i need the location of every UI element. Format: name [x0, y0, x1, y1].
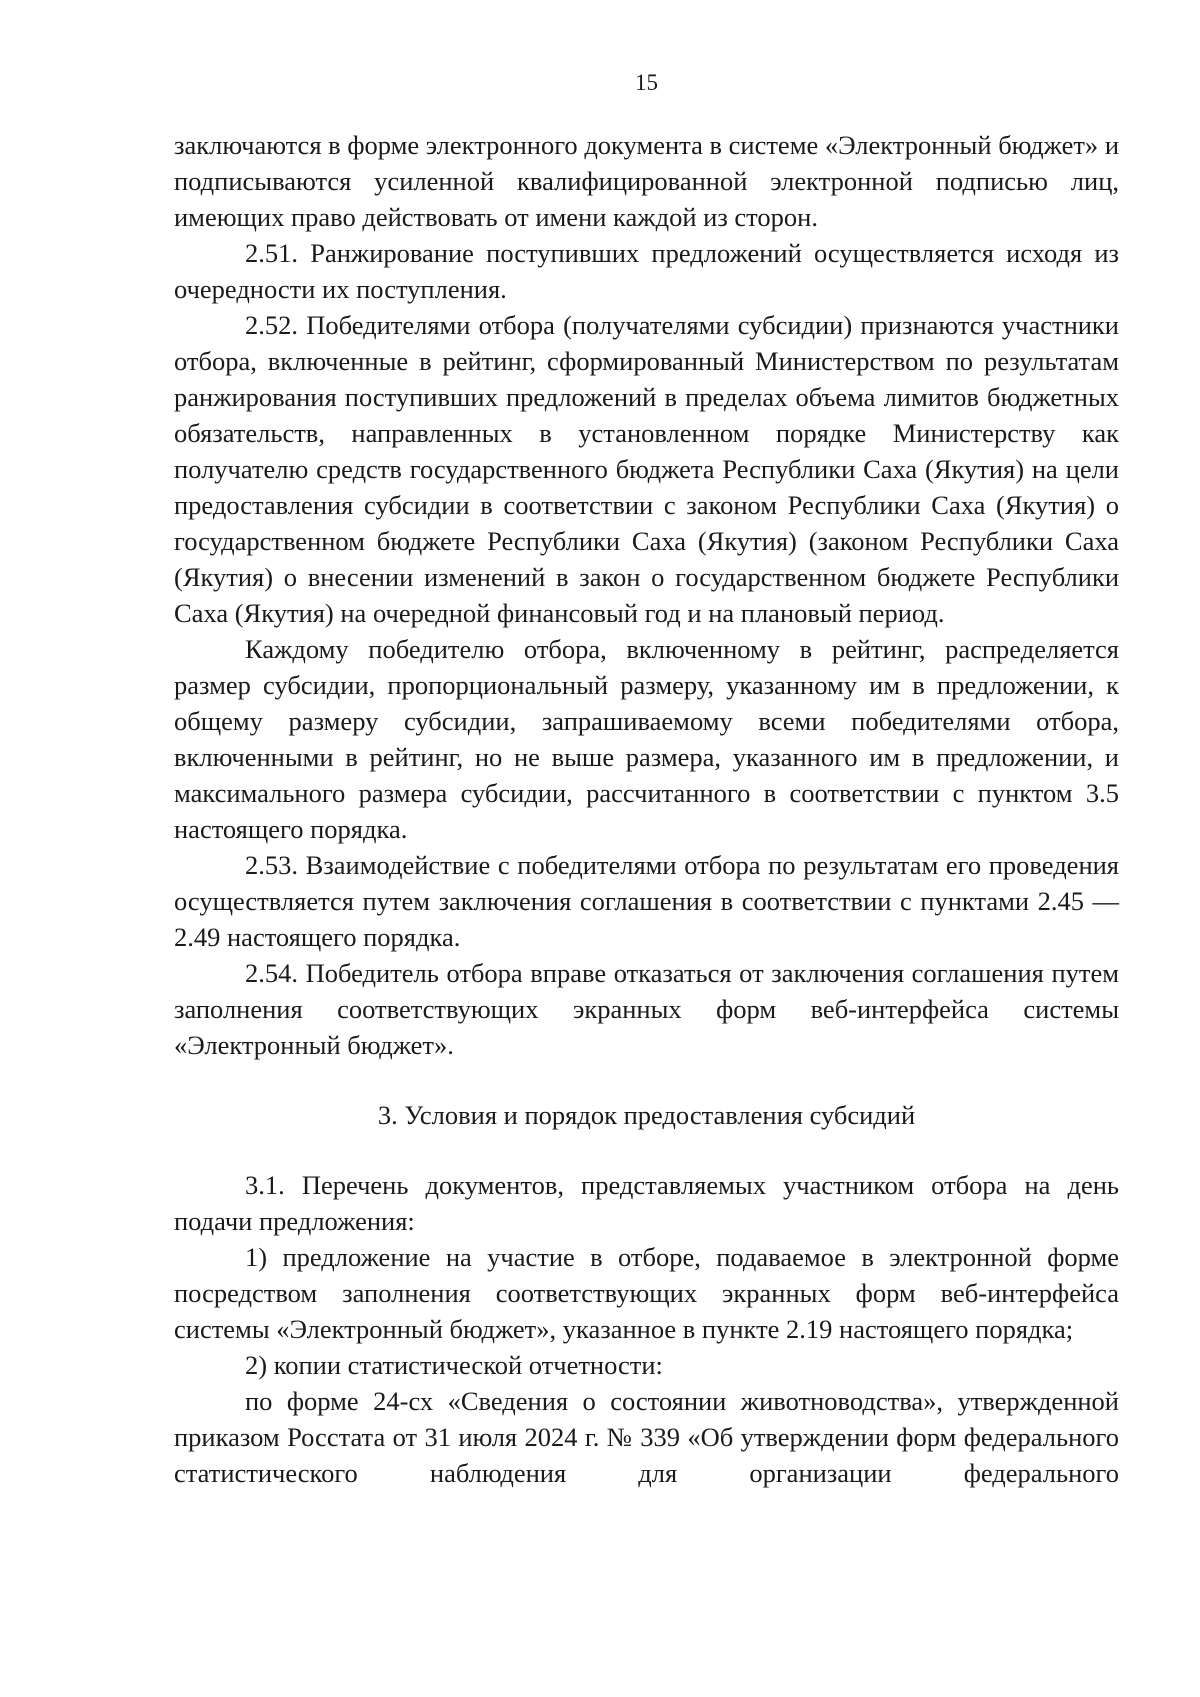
- document-page: [174, 0, 1119, 1697]
- paragraph-continuation: заключаются в форме электронного документа в системе «Электронный бюджет» и подписываются усиленной квалифицированной электронной подписью лиц, имеющих право действовать от имени каждой из сторон.: [174, 130, 1119, 232]
- paragraph-2-52: 2.52. Победителями отбора (получателями субсидии) признаются участники отбора, включенные в рейтинг, сформированный Министерством по результатам ранжирования поступивших предложений в пределах объема лимитов бюджетных обязательств, направленных в установленном порядке Министерству как получателю средств государственного бюджета Республики Саха (Якутия) на цели предоставления субсидии в соответствии с законом Республики Саха (Якутия) о государственном бюджете Республики Саха (Якутия) (законом Республики Саха (Якутия) о внесении изменений в закон о государственном бюджете Республики Саха (Якутия) на очередной финансовый год и на плановый период.: [174, 310, 1119, 628]
- paragraph-subsidy-distribution: Каждому победителю отбора, включенному в рейтинг, распределяется размер субсидии, пропорциональный размеру, указанному им в предложении, к общему размеру субсидии, запрашиваемому всеми победителями отбора, включенными в рейтинг, но не выше размера, указанного им в предложении, и максимального размера субсидии, рассчитанного в соответствии с пунктом 3.5 настоящего порядка.: [174, 634, 1119, 844]
- paragraph-form-24-sx: по форме 24-сх «Сведения о состоянии животноводства», утвержденной приказом Росстата от 31 июля 2024 г. № 339 «Об утверждении форм федерального статистического наблюдения для организации федерального: [174, 1386, 1119, 1488]
- section-heading: 3. Условия и порядок предоставления субсидий: [377, 1100, 916, 1130]
- paragraph-2-53: 2.53. Взаимодействие с победителями отбора по результатам его проведения осуществляется путем заключения соглашения в соответствии с пунктами 2.45 — 2.49 настоящего порядка.: [174, 850, 1119, 952]
- paragraph-2-51: 2.51. Ранжирование поступивших предложений осуществляется исходя из очередности их поступления.: [174, 238, 1119, 304]
- list-item-1: 1) предложение на участие в отборе, подаваемое в электронной форме посредством заполнения соответствующих экранных форм веб-интерфейса системы «Электронный бюджет», указанное в пункте 2.19 настоящего порядка;: [174, 1242, 1119, 1344]
- paragraph-2-54: 2.54. Победитель отбора вправе отказаться от заключения соглашения путем заполнения соответствующих экранных форм веб-интерфейса системы «Электронный бюджет».: [174, 958, 1119, 1060]
- list-item-2: 2) копии статистической отчетности:: [245, 1350, 663, 1380]
- page-number: 15: [635, 70, 658, 95]
- paragraph-3-1: 3.1. Перечень документов, представляемых участником отбора на день подачи предложения:: [174, 1170, 1119, 1236]
- document-body: [174, 127, 1119, 1491]
